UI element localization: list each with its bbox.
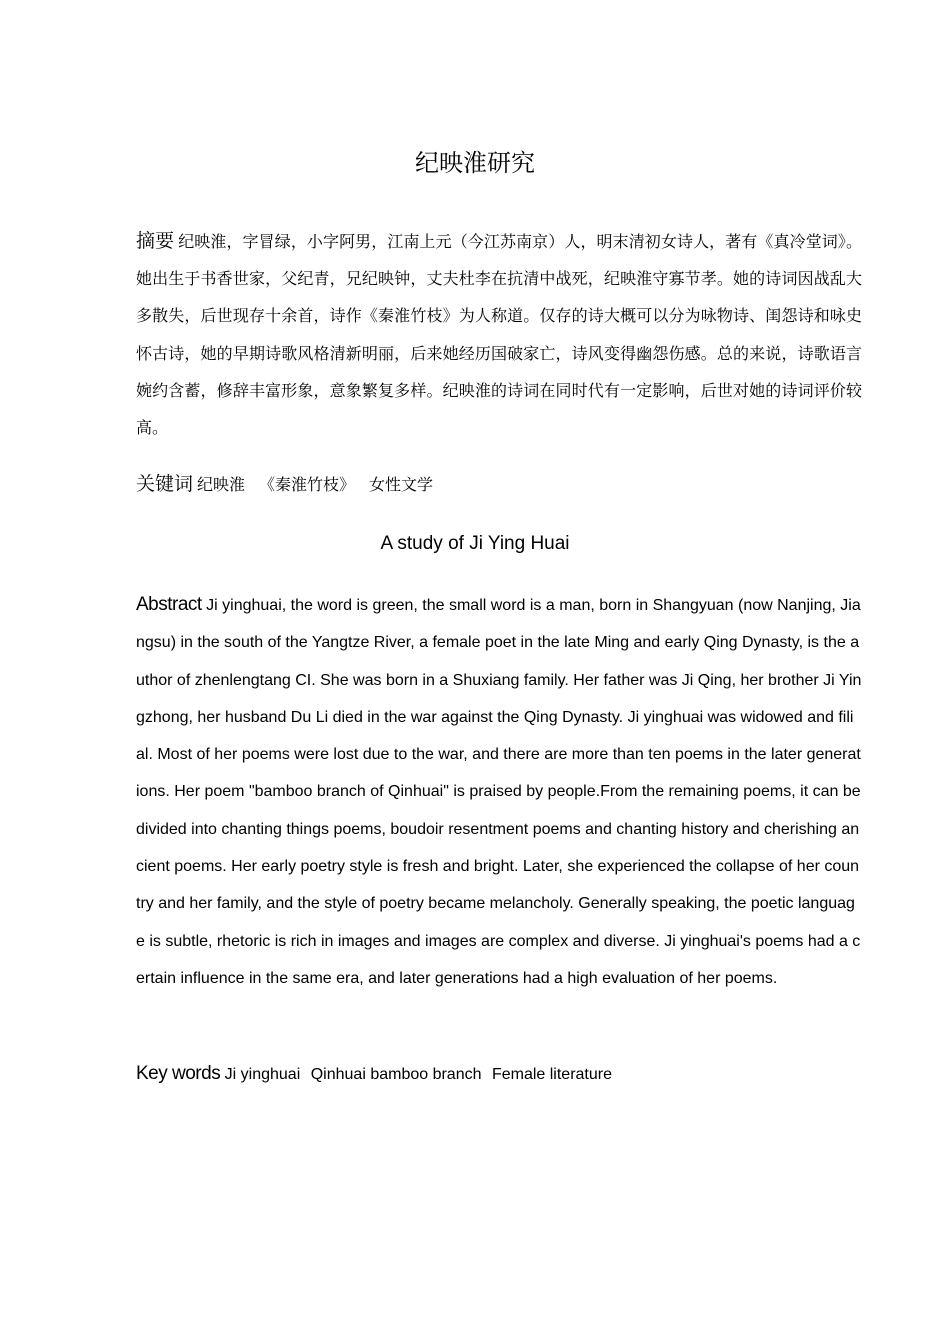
chinese-keywords-label: 关键词 bbox=[136, 473, 194, 495]
english-keyword: Female literature bbox=[491, 1066, 612, 1083]
english-keywords-label: Key words bbox=[136, 1063, 221, 1084]
english-abstract-label: Abstract bbox=[136, 594, 202, 615]
english-keyword: Qinhuai bamboo branch bbox=[310, 1066, 482, 1083]
english-title: A study of Ji Ying Huai bbox=[380, 533, 570, 554]
english-keywords bbox=[136, 1057, 862, 1092]
chinese-abstract-label: 摘要 bbox=[136, 230, 175, 252]
chinese-abstract-text: 纪映淮，字冒绿，小字阿男，江南上元（今江苏南京）人，明末清初女诗人，著有《真冷堂词》。她出生于书香世家，父纪青，兄纪映钟，丈夫杜李在抗清中战死，纪映淮守寡节孝。她的诗词因战乱大多散失，后世现存十余首，诗作《秦淮竹枝》为人称道。仅存的诗大概可以分为咏物诗、闺怨诗和咏史怀古诗，她的早期诗歌风格清新明丽，后来她经历国破家亡，诗风变得幽怨伤感。总的来说，诗歌语言婉约含蓄，修辞丰富形象，意象繁复多样。纪映淮的诗词在同时代有一定影响，后世对她的诗词评价较高。 bbox=[136, 232, 862, 438]
english-abstract bbox=[136, 586, 862, 997]
chinese-keyword: 《秦淮竹枝》 bbox=[259, 475, 356, 494]
chinese-keyword: 女性文学 bbox=[369, 475, 434, 494]
english-keyword: Ji yinghuai bbox=[224, 1066, 301, 1083]
chinese-keywords bbox=[136, 467, 862, 502]
chinese-title: 纪映淮研究 bbox=[415, 149, 535, 177]
chinese-keyword: 纪映淮 bbox=[197, 475, 246, 494]
english-abstract-text: Ji yinghuai, the word is green, the small word is a man, born in Shangyuan (now Nanjing, Jiangsu) in the south of the Yangtze River, a female poet in the late Ming and early Qing Dynasty, is the author of zhenlengtang CI. She was born in a Shuxiang family. Her father was Ji Qing, her brother Ji Yingzhong, her husband Du Li died in the war against the Qing Dynasty. Ji yinghuai was widowed and filial. Most of her poems were lost due to the war, and there are more than ten poems in the later generations. Her poem "bamboo branch of Qinhuai" is praised by people.From the remaining poems, it can be divided into chanting things poems, boudoir resentment poems and chanting history and cherishing ancient poems. Her early poetry style is fresh and bright. Later, she experienced the collapse of her country and her family, and the style of poetry became melancholy. Generally speaking, the poetic language is subtle, rhetoric is rich in images and images are complex and diverse. Ji yinghuai's poems had a certain influence in the same era, and later generations had a high evaluation of her poems. bbox=[136, 597, 862, 987]
chinese-abstract bbox=[136, 223, 862, 446]
